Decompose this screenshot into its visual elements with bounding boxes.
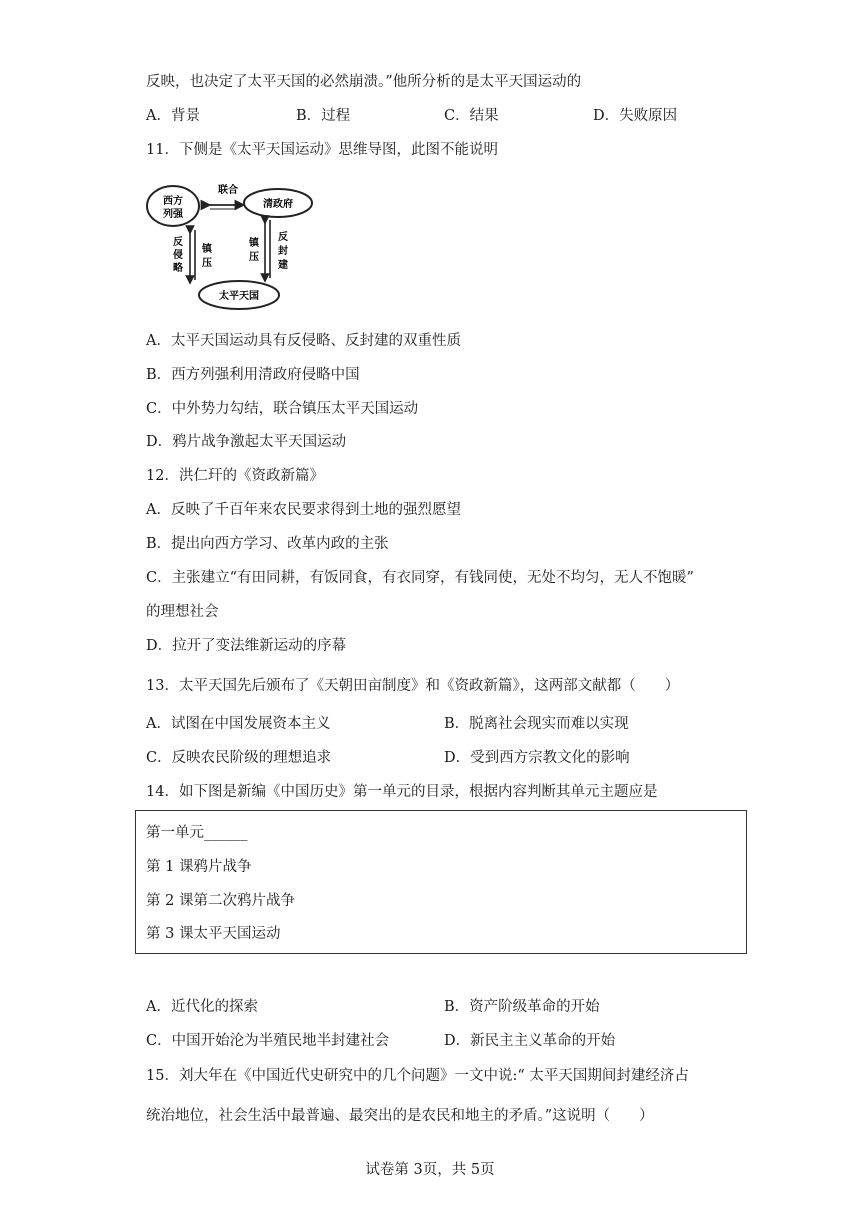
label-anti-invasion-1: 反 bbox=[173, 237, 183, 248]
node-western-powers-line1: 西方 bbox=[163, 196, 183, 207]
toc-lesson-2: 第 2 课第二次鸦片战争 bbox=[146, 893, 295, 909]
q10-option-c[interactable]: C．结果 bbox=[444, 108, 499, 124]
table-of-contents-box bbox=[135, 810, 747, 954]
q13-option-c[interactable]: C．反映农民阶级的理想追求 bbox=[146, 750, 332, 766]
q12-option-b[interactable]: B．提出向西方学习、改革内政的主张 bbox=[146, 536, 389, 552]
node-taiping-label: 太平天国 bbox=[219, 291, 259, 302]
question-14-stem: 14．如下图是新编《中国历史》第一单元的目录，根据内容判断其单元主题应是 bbox=[146, 784, 658, 800]
question-13-stem: 13．太平天国先后颁布了《天朝田亩制度》和《资政新篇》，这两部文献都（ ） bbox=[146, 678, 680, 694]
question-15-stem-line1: 15．刘大年在《中国近代史研究中的几个问题》一文中说:“ 太平天国期间封建经济占 bbox=[146, 1068, 689, 1084]
question-15-stem-line2: 统治地位，社会生活中最普遍、最突出的是农民和地主的矛盾。”这说明（ ） bbox=[146, 1108, 654, 1124]
toc-lesson-3: 第 3 课太平天国运动 bbox=[146, 926, 281, 942]
label-anti-invasion-3: 略 bbox=[173, 263, 183, 274]
mind-map-diagram bbox=[144, 182, 324, 312]
question-12-stem: 12．洪仁玕的《资政新篇》 bbox=[146, 468, 324, 484]
label-suppress-left-1: 镇 bbox=[202, 244, 212, 255]
page-footer: 试卷第 3页，共 5页 bbox=[365, 1162, 495, 1178]
q13-option-b[interactable]: B．脱离社会现实而难以实现 bbox=[444, 716, 629, 732]
q12-option-d[interactable]: D．拉开了变法维新运动的序幕 bbox=[146, 638, 347, 654]
question-11-stem: 11．下侧是《太平天国运动》思维导图，此图不能说明 bbox=[146, 142, 498, 158]
q11-option-a[interactable]: A．太平天国运动具有反侵略、反封建的双重性质 bbox=[146, 333, 461, 349]
q13-option-a[interactable]: A．试图在中国发展资本主义 bbox=[146, 716, 331, 732]
q14-option-b[interactable]: B．资产阶级革命的开始 bbox=[444, 999, 600, 1015]
q10-option-d[interactable]: D．失败原因 bbox=[593, 108, 678, 124]
toc-lesson-1: 第 1 课鸦片战争 bbox=[146, 859, 252, 875]
label-anti-feudal-3: 建 bbox=[278, 260, 288, 271]
q14-option-a[interactable]: A．近代化的探索 bbox=[146, 999, 258, 1015]
q12-option-c[interactable]: C．主张建立“有田同耕，有饭同食，有衣同穿，有钱同使，无处不均匀，无人不饱暖” bbox=[146, 570, 694, 586]
q13-option-d[interactable]: D．受到西方宗教文化的影响 bbox=[444, 750, 630, 766]
node-western-powers-line2: 列强 bbox=[163, 209, 183, 220]
q11-option-b[interactable]: B．西方列强利用清政府侵略中国 bbox=[146, 367, 360, 383]
label-anti-feudal-2: 封 bbox=[278, 246, 288, 257]
q11-option-d[interactable]: D．鸦片战争激起太平天国运动 bbox=[146, 434, 347, 450]
question-10-stem-tail: 反映，也决定了太平天国的必然崩溃。”他所分析的是太平天国运动的 bbox=[146, 74, 582, 90]
toc-unit-title: 第一单元______ bbox=[146, 825, 248, 841]
q10-option-b[interactable]: B．过程 bbox=[296, 108, 351, 124]
label-suppress-right-1: 镇 bbox=[249, 238, 259, 249]
q11-option-c[interactable]: C．中外势力勾结，联合镇压太平天国运动 bbox=[146, 401, 419, 417]
label-anti-feudal-1: 反 bbox=[278, 232, 288, 243]
q12-option-a[interactable]: A．反映了千百年来农民要求得到土地的强烈愿望 bbox=[146, 502, 461, 518]
label-suppress-left-2: 压 bbox=[202, 258, 212, 269]
q14-option-d[interactable]: D．新民主主义革命的开始 bbox=[444, 1033, 616, 1049]
q10-option-a[interactable]: A．背景 bbox=[146, 108, 200, 124]
node-qing-government-label: 清政府 bbox=[263, 199, 293, 210]
label-union: 联合 bbox=[218, 185, 238, 196]
label-suppress-right-2: 压 bbox=[249, 252, 259, 263]
label-anti-invasion-2: 侵 bbox=[173, 250, 183, 261]
q14-option-c[interactable]: C．中国开始沦为半殖民地半封建社会 bbox=[146, 1033, 390, 1049]
q12-option-c-continued: 的理想社会 bbox=[146, 604, 219, 620]
